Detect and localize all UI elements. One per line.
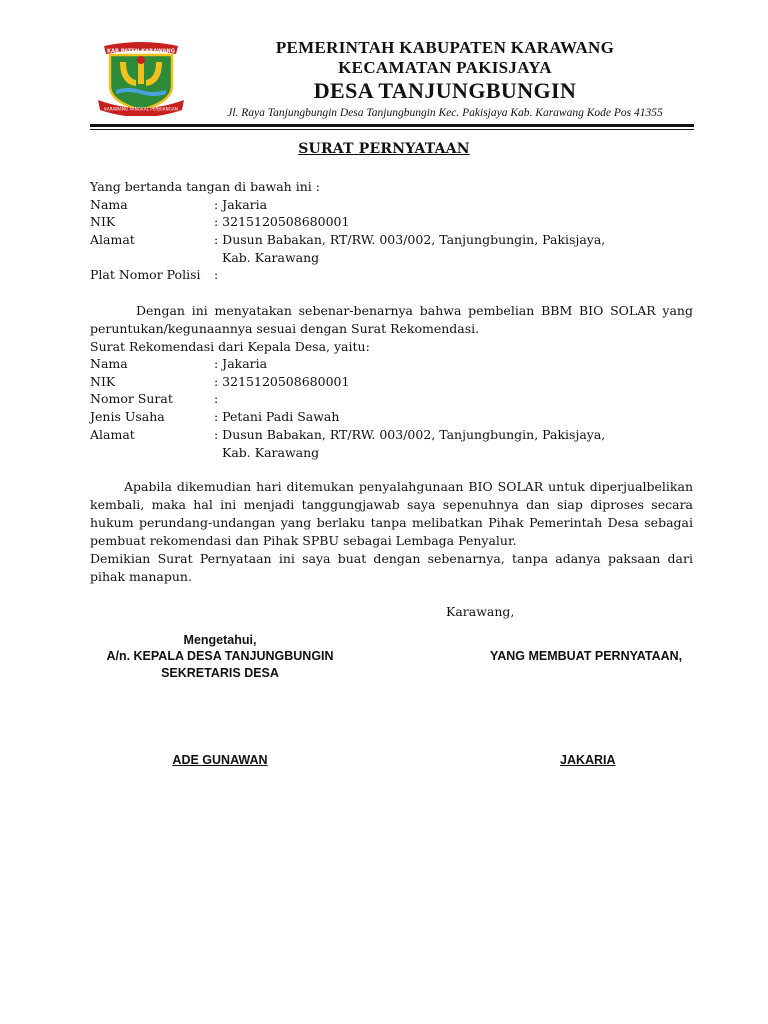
letterhead-government: PEMERINTAH KABUPATEN KARAWANG [275, 38, 615, 57]
signer-nik-value: : 3215120508680001 [214, 214, 350, 229]
rekom-name-label: Nama [90, 356, 128, 371]
liability-paragraph: Apabila dikemudian hari ditemukan penyalahgunaan BIO SOLAR untuk diperjualbelikan kembali, maka hal ini menjadi tanggungjawab saya sepenuhnya dan siap diproses secara hukum perundang-undangan yang berlaku tanpa melibatkan Pihak Pemerintah Desa sebagai pembuat rekomendasi dan Pihak SPBU sebagai Lembaga Penyalur. [90, 479, 693, 548]
place-date: Karawang, [446, 604, 515, 619]
letterhead-address: Jl. Raya Tanjungbungin Desa Tanjungbungin Kec. Pakisjaya Kab. Karawang Kode Pos 41355 [227, 107, 663, 119]
rekom-letter-number-label: Nomor Surat [90, 391, 173, 406]
intro-text: Yang bertanda tangan di bawah ini : [90, 179, 320, 194]
statement-paragraph: Dengan ini menyatakan sebenar-benarnya bahwa pembelian BBM BIO SOLAR yang peruntukan/kegunaannya sesuai dengan Surat Rekomendasi. [90, 303, 693, 336]
signer-plate-value: : [214, 267, 219, 282]
rekom-business-value: : Petani Padi Sawah [214, 409, 340, 424]
logo-bottom-text: KARAWANG PANGKAL PERJUANGAN [104, 106, 178, 112]
letterhead-rule-thin [90, 129, 694, 130]
signer-name-value: : Jakaria [214, 197, 268, 212]
signer-address-value-line2: Kab. Karawang [222, 250, 320, 265]
left-sign-office: A/n. KEPALA DESA TANJUNGBUNGIN [106, 649, 334, 663]
rekom-address-label: Alamat [90, 427, 135, 442]
logo-center-dot [137, 56, 145, 64]
letterhead-district: KECAMATAN PAKISJAYA [338, 58, 552, 77]
rekom-nik-label: NIK [90, 374, 116, 389]
signer-address-label: Alamat [90, 232, 135, 247]
rekom-address-value-line1: : Dusun Babakan, RT/RW. 003/002, Tanjungbungin, Pakisjaya, [214, 427, 606, 442]
signer-name-label: Nama [90, 197, 128, 212]
letterhead-village: DESA TANJUNGBUNGIN [313, 78, 577, 103]
right-sign-name: JAKARIA [560, 753, 616, 767]
document-title: SURAT PERNYATAAN [298, 141, 470, 157]
karawang-regency-logo [96, 40, 186, 116]
closing-paragraph: Demikian Surat Pernyataan ini saya buat dengan sebenarnya, tanpa adanya paksaan dari pihak manapun. [90, 551, 693, 584]
rekom-letter-number-value: : [214, 391, 219, 406]
left-sign-position: SEKRETARIS DESA [161, 666, 279, 680]
signer-nik-label: NIK [90, 214, 116, 229]
signer-address-value-line1: : Dusun Babakan, RT/RW. 003/002, Tanjungbungin, Pakisjaya, [214, 232, 606, 247]
rekom-nik-value: : 3215120508680001 [214, 374, 350, 389]
left-sign-acknowledged: Mengetahui, [183, 633, 257, 647]
logo-top-text: KAB.PATEN KARAWANG [106, 48, 176, 55]
rekom-name-value: : Jakaria [214, 356, 268, 371]
rekom-address-value-line2: Kab. Karawang [222, 445, 320, 460]
recommendation-intro: Surat Rekomendasi dari Kepala Desa, yaitu: [90, 339, 370, 354]
left-sign-name: ADE GUNAWAN [172, 753, 268, 767]
signer-plate-label: Plat Nomor Polisi [90, 267, 201, 282]
right-sign-title: YANG MEMBUAT PERNYATAAN, [490, 649, 683, 663]
rekom-business-label: Jenis Usaha [90, 409, 165, 424]
letterhead [200, 38, 690, 121]
letterhead-rule-thick [90, 124, 694, 127]
